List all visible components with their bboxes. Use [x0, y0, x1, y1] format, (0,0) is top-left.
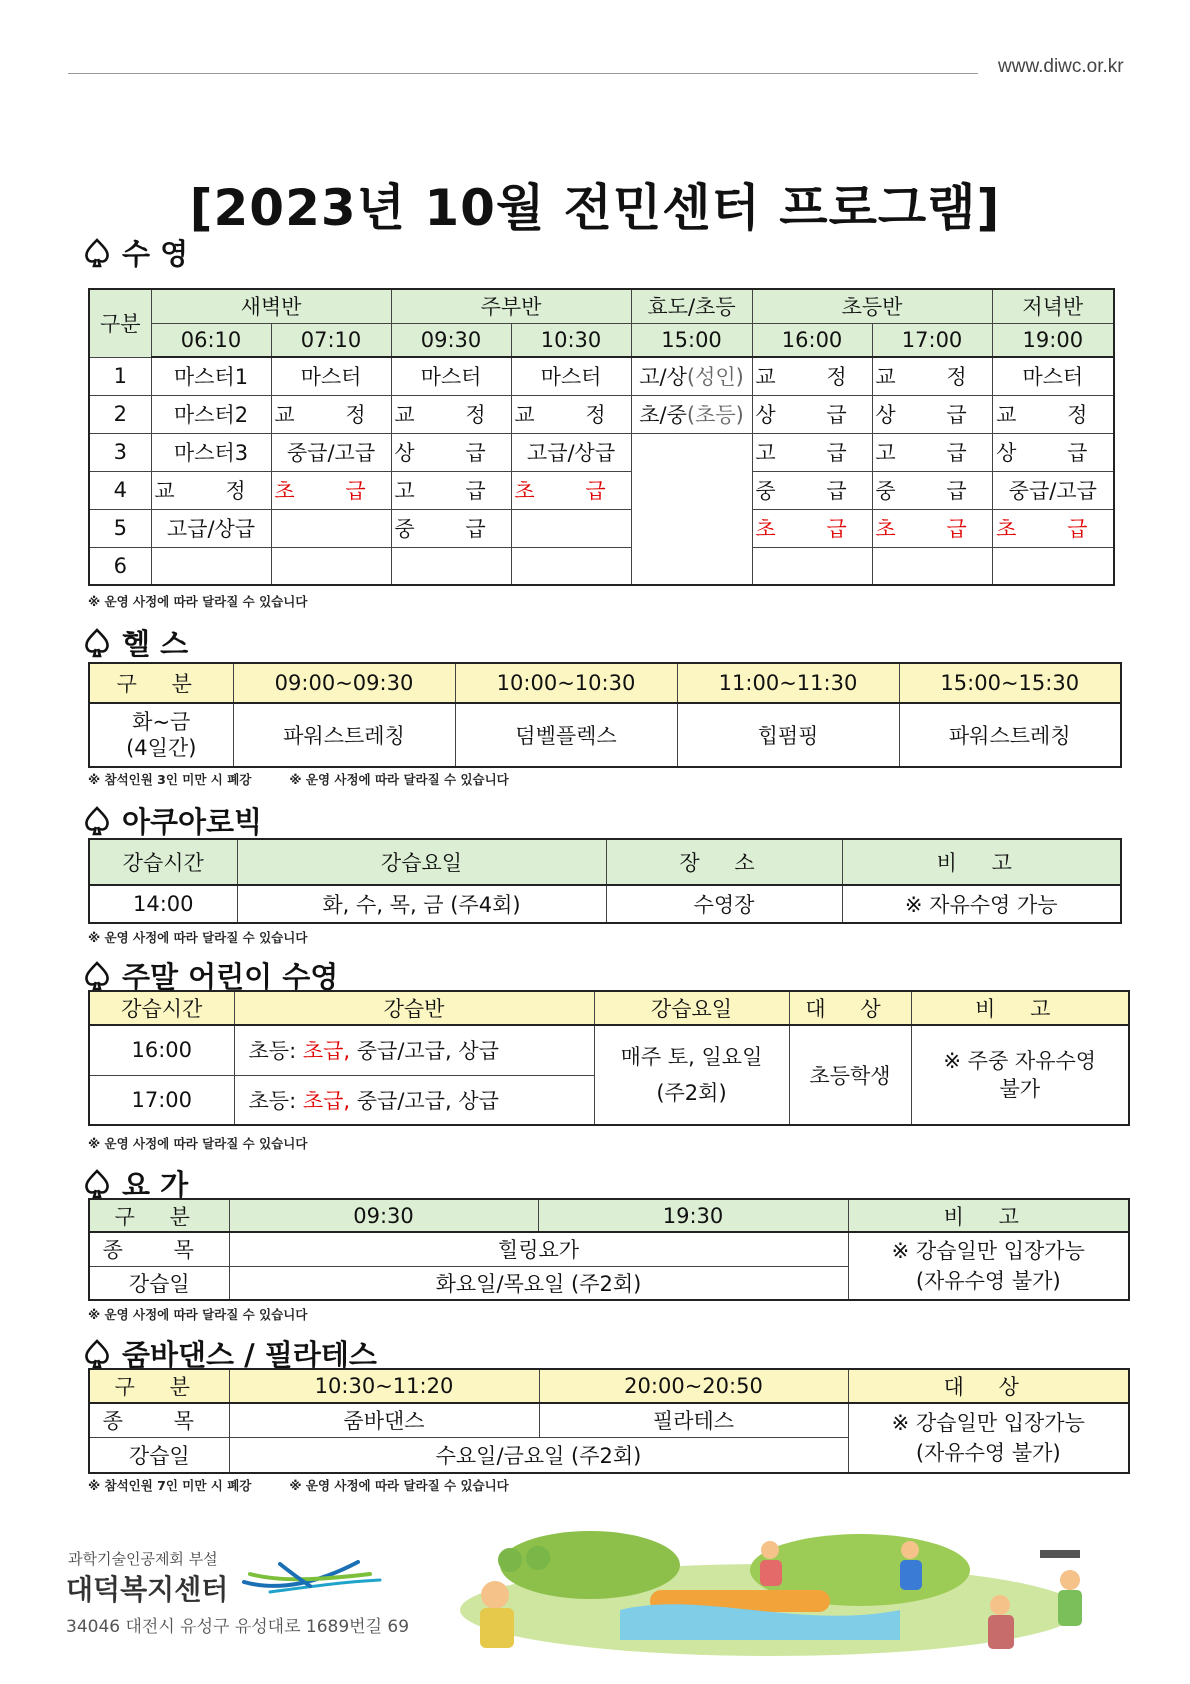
row-label: 종 목 [89, 1403, 229, 1437]
time-header: 17:00 [872, 323, 992, 357]
time-header: 06:10 [151, 323, 271, 357]
weekend-table [88, 990, 1130, 1126]
table-cell: 중 급 [752, 471, 872, 509]
table-cell: 상 급 [992, 433, 1114, 471]
yoga-note: ※ 운영 사정에 따라 달라질 수 있습니다 [88, 1307, 308, 1322]
header-divider [68, 73, 978, 74]
row-label: 종 목 [89, 1232, 229, 1266]
aqua-table [88, 838, 1122, 924]
table-cell-highlight: 초 급 [271, 471, 391, 509]
section-title: 수 영 [122, 237, 189, 271]
table-row [89, 433, 1114, 471]
yoga-table [88, 1198, 1130, 1301]
zumba-table [88, 1368, 1130, 1474]
table-cell: 중 급 [391, 509, 511, 547]
table-cell: 수영장 [606, 885, 842, 923]
row-label [89, 703, 233, 767]
cell-text: 초/중 [639, 403, 687, 427]
spade-icon [84, 1169, 110, 1199]
table-cell [848, 1403, 1129, 1473]
row-number: 5 [89, 509, 151, 547]
aqua-note: ※ 운영 사정에 따라 달라질 수 있습니다 [88, 930, 308, 945]
cell-text: 중급/고급, 상급 [350, 1088, 499, 1113]
table-row [89, 1403, 1129, 1437]
section-title: 요 가 [122, 1168, 189, 1202]
row-label-line: (4일간) [126, 736, 197, 760]
note-text: ※ 운영 사정에 따라 달라질 수 있습니다 [289, 1478, 509, 1493]
table-cell: 교 정 [992, 395, 1114, 433]
table-cell: 힐링요가 [229, 1232, 848, 1266]
note-text: ※ 운영 사정에 따라 달라질 수 있습니다 [289, 772, 509, 787]
health-notes [88, 770, 547, 788]
table-cell: 줌바댄스 [229, 1403, 539, 1437]
table-row [89, 395, 1114, 433]
col-header: 강습시간 [89, 839, 237, 885]
table-cell-highlight: 초 급 [872, 509, 992, 547]
page-title: [2023년 10월 전민센터 프로그램] [189, 179, 1001, 237]
table-row [89, 1025, 1129, 1075]
table-cell [631, 357, 752, 395]
cell-subtext: (성인) [686, 365, 744, 390]
note-text: ※ 참석인원 7인 미만 시 폐강 [88, 1478, 252, 1493]
table-cell: 고급/상급 [151, 509, 271, 547]
table-cell-highlight: 초 급 [992, 509, 1114, 547]
table-cell-empty [511, 509, 631, 547]
col-header: 강습시간 [89, 991, 234, 1025]
spade-icon [84, 238, 110, 268]
row-number: 1 [89, 357, 151, 395]
cell-subtext: (초등) [686, 403, 744, 427]
section-heading-aqua [84, 800, 262, 841]
table-cell: 14:00 [89, 885, 237, 923]
table-row [89, 703, 1121, 767]
row-label-line: 화~금 [132, 710, 191, 734]
table-cell-empty [631, 433, 752, 585]
site-url[interactable]: www.diwc.or.kr [998, 56, 1124, 77]
col-header: 대 상 [848, 1369, 1129, 1403]
row-number: 6 [89, 547, 151, 585]
table-cell: 상 급 [391, 433, 511, 471]
col-header: 강습요일 [594, 991, 789, 1025]
table-cell-empty [271, 547, 391, 585]
col-header: 비 고 [911, 991, 1129, 1025]
note-text: ※ 참석인원 3인 미만 시 폐강 [88, 772, 252, 787]
table-cell: 고 급 [391, 471, 511, 509]
table-cell: 중급/고급 [992, 471, 1114, 509]
table-cell: 중 급 [872, 471, 992, 509]
table-row [89, 509, 1114, 547]
table-cell-empty [752, 547, 872, 585]
table-cell: 마스터1 [151, 357, 271, 395]
table-cell: 덤벨플렉스 [455, 703, 677, 767]
footer-address: 34046 대전시 유성구 유성대로 1689번길 69 [66, 1617, 410, 1637]
table-cell: 교 정 [151, 471, 271, 509]
section-heading-health [84, 622, 188, 663]
table-cell: 고 급 [752, 433, 872, 471]
weekend-note: ※ 운영 사정에 따라 달라질 수 있습니다 [88, 1136, 308, 1151]
table-row [89, 885, 1121, 923]
table-cell-empty [151, 547, 271, 585]
col-header: 비 고 [848, 1199, 1129, 1232]
section-title: 주말 어린이 수영 [122, 960, 339, 994]
table-cell: 교 정 [391, 395, 511, 433]
spade-icon [84, 806, 110, 836]
cell-line: ※ 강습일만 입장가능 [891, 1239, 1085, 1263]
time-header: 16:00 [752, 323, 872, 357]
org-logo-icon [240, 1552, 390, 1602]
zumba-notes [88, 1476, 547, 1494]
section-title: 아쿠아로빅 [122, 805, 263, 839]
group-header: 초등반 [752, 289, 992, 323]
table-row [89, 471, 1114, 509]
col-header: 구 분 [89, 663, 233, 703]
col-header: 비 고 [842, 839, 1121, 885]
cell-line: (자유수영 불가) [915, 1441, 1061, 1465]
cell-text: 초등: [248, 1088, 303, 1113]
table-cell: 교 정 [511, 395, 631, 433]
group-header: 새벽반 [151, 289, 391, 323]
section-heading-swim [84, 232, 188, 273]
swim-note: ※ 운영 사정에 따라 달라질 수 있습니다 [88, 594, 308, 609]
col-header: 강습반 [234, 991, 594, 1025]
table-cell: 17:00 [89, 1075, 234, 1125]
row-label: 강습일 [89, 1437, 229, 1473]
footer-org-name: 대덕복지센터 [66, 1573, 229, 1606]
col-header: 20:00~20:50 [539, 1369, 848, 1403]
table-cell: 필라테스 [539, 1403, 848, 1437]
table-cell: 중급/고급 [271, 433, 391, 471]
table-cell: 파워스트레칭 [899, 703, 1121, 767]
table-cell [911, 1025, 1129, 1125]
table-cell: 수요일/금요일 (주2회) [229, 1437, 848, 1473]
cell-line: (주2회) [656, 1081, 727, 1105]
sports-illustration [440, 1510, 1140, 1670]
row-number: 4 [89, 471, 151, 509]
table-cell-empty [271, 509, 391, 547]
cell-line: 불가 [999, 1077, 1041, 1101]
table-cell: 마스터 [391, 357, 511, 395]
table-cell [234, 1075, 594, 1125]
col-header: 10:00~10:30 [455, 663, 677, 703]
table-row [89, 1232, 1129, 1266]
cell-line: 매주 토, 일요일 [620, 1045, 763, 1069]
cell-line: ※ 강습일만 입장가능 [891, 1411, 1085, 1435]
col-header: 강습요일 [237, 839, 606, 885]
table-cell-highlight: 초 급 [511, 471, 631, 509]
col-header: 구 분 [89, 1369, 229, 1403]
table-cell: 파워스트레칭 [233, 703, 455, 767]
row-label: 강습일 [89, 1266, 229, 1300]
time-header: 10:30 [511, 323, 631, 357]
table-cell: 마스터2 [151, 395, 271, 433]
table-cell: 교 정 [752, 357, 872, 395]
health-table [88, 662, 1122, 768]
section-title: 줌바댄스 / 필라테스 [122, 1338, 377, 1372]
table-cell: 상 급 [872, 395, 992, 433]
table-cell: 힙펌핑 [677, 703, 899, 767]
table-cell-empty [992, 547, 1114, 585]
spade-icon [84, 1339, 110, 1369]
table-row [89, 547, 1114, 585]
cell-text-highlight: 초급, [302, 1039, 351, 1064]
col-header: 09:00~09:30 [233, 663, 455, 703]
time-header: 09:30 [391, 323, 511, 357]
col-header: 11:00~11:30 [677, 663, 899, 703]
table-cell: 마스터 [992, 357, 1114, 395]
table-cell: 마스터3 [151, 433, 271, 471]
col-header: 장 소 [606, 839, 842, 885]
spade-icon [84, 628, 110, 658]
group-header: 효도/초등 [631, 289, 752, 323]
section-title: 헬 스 [122, 627, 189, 661]
table-cell-empty [391, 547, 511, 585]
table-row [89, 357, 1114, 395]
table-cell [848, 1232, 1129, 1300]
table-cell: 고 급 [872, 433, 992, 471]
row-number: 2 [89, 395, 151, 433]
table-cell: 16:00 [89, 1025, 234, 1075]
time-header: 07:10 [271, 323, 391, 357]
cell-line: (자유수영 불가) [915, 1269, 1061, 1293]
time-header: 19:00 [992, 323, 1114, 357]
col-header: 구 분 [89, 1199, 229, 1232]
table-cell: 교 정 [271, 395, 391, 433]
footer-subtitle: 과학기술인공제회 부설 [68, 1550, 218, 1568]
col-header: 대 상 [789, 991, 911, 1025]
table-cell: ※ 자유수영 가능 [842, 885, 1121, 923]
table-cell: 마스터 [271, 357, 391, 395]
table-cell-empty [872, 547, 992, 585]
col-header-gubun: 구분 [89, 289, 151, 357]
table-cell [594, 1025, 789, 1125]
table-cell: 초등학생 [789, 1025, 911, 1125]
table-cell: 교 정 [872, 357, 992, 395]
col-header: 19:30 [538, 1199, 848, 1232]
table-cell: 고급/상급 [511, 433, 631, 471]
row-number: 3 [89, 433, 151, 471]
group-header: 저녁반 [992, 289, 1114, 323]
cell-text: 초등: [248, 1039, 303, 1064]
table-cell: 화요일/목요일 (주2회) [229, 1266, 848, 1300]
table-cell: 화, 수, 목, 금 (주4회) [237, 885, 606, 923]
spade-icon [84, 961, 110, 991]
swim-table [88, 288, 1115, 586]
table-cell: 상 급 [752, 395, 872, 433]
table-cell: 마스터 [511, 357, 631, 395]
cell-text: 중급/고급, 상급 [350, 1039, 499, 1064]
table-cell-empty [511, 547, 631, 585]
col-header: 10:30~11:20 [229, 1369, 539, 1403]
table-cell-highlight: 초 급 [752, 509, 872, 547]
table-cell [234, 1025, 594, 1075]
cell-line: ※ 주중 자유수영 [943, 1049, 1097, 1073]
col-header: 09:30 [229, 1199, 538, 1232]
group-header: 주부반 [391, 289, 631, 323]
cell-text-highlight: 초급, [302, 1088, 351, 1113]
time-header: 15:00 [631, 323, 752, 357]
table-cell [631, 395, 752, 433]
col-header: 15:00~15:30 [899, 663, 1121, 703]
cell-text: 고/상 [639, 365, 687, 390]
